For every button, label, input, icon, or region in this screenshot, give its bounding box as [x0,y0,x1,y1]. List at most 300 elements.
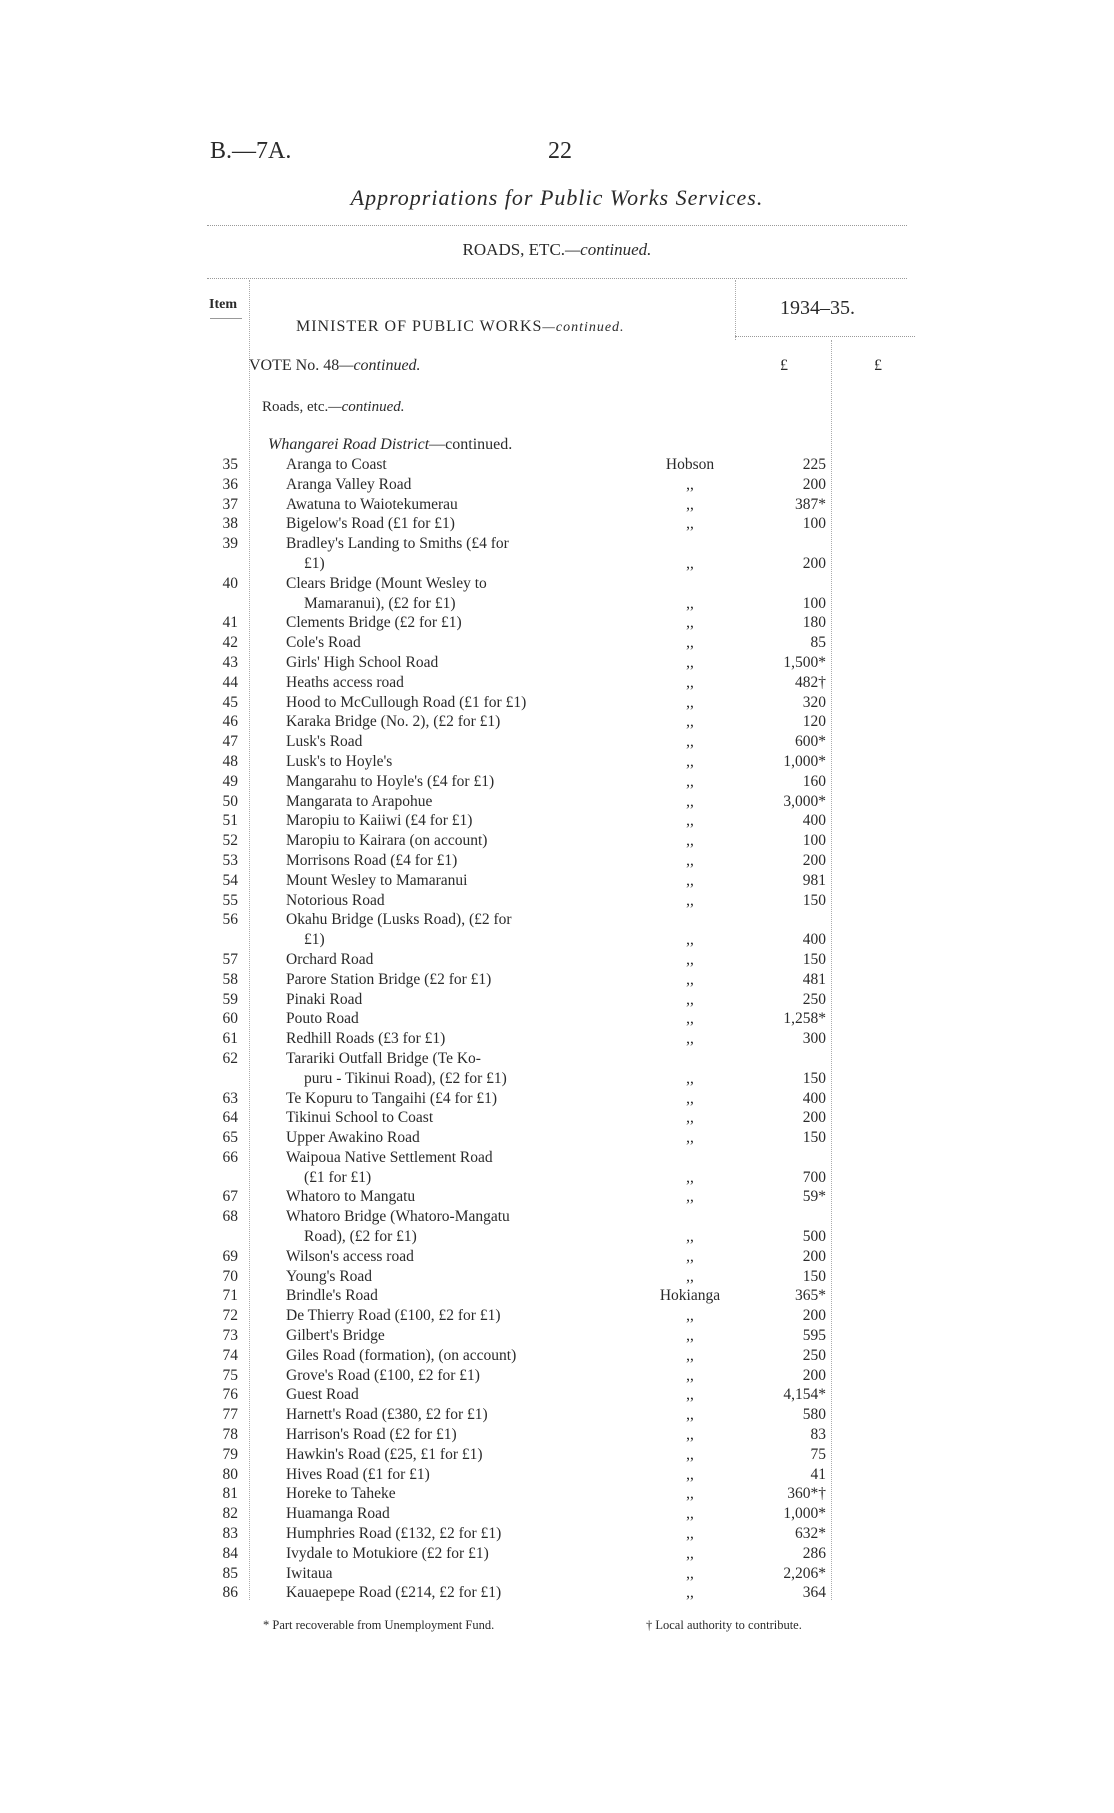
item-description [286,1049,576,1089]
item-number: 67 [222,1188,238,1206]
item-description-line: Awatuna to Waiotekumerau [286,495,458,513]
table-row [0,574,1114,614]
item-description-line: Aranga to Coast [286,456,387,473]
item-description-line: Harrison's Road (£2 for £1) [286,1426,457,1444]
table-row [0,633,1114,653]
item-number: 39 [222,535,238,553]
item-district: ,, [686,1109,694,1127]
item-description-line: Clements Bridge (£2 for £1) [286,614,462,632]
item-description-line: Mangarata to Arapohue [286,792,433,810]
item-description-line: Bradley's Landing to Smiths (£4 for [286,535,509,553]
item-description [286,1029,576,1049]
item-number: 59 [222,990,238,1008]
item-description-line: De Thierry Road (£100, £2 for £1) [286,1307,501,1325]
roads-subheading [262,399,404,416]
table-row [0,732,1114,752]
item-description-line: Hives Road (£1 for £1) [286,1465,430,1483]
item-description-continuation: Mamaranui), (£2 for £1) [304,594,456,612]
district-heading-main: Whangarei Road District [268,436,430,453]
pound-column-header-1: £ [780,357,788,374]
table-row [0,831,1114,851]
table-row [0,514,1114,534]
table-row [0,1583,1114,1603]
table-row [0,752,1114,772]
item-description-line: Cole's Road [286,634,361,652]
table-row [0,891,1114,911]
item-description [286,613,576,633]
item-number: 56 [222,911,238,929]
district-heading [268,436,512,454]
item-description-continuation: £1) [304,931,325,949]
item-number: 50 [222,792,238,810]
table-row [0,1484,1114,1504]
item-description [286,1326,576,1346]
item-description [286,633,576,653]
item-district: ,, [686,653,694,671]
table-row [0,1385,1114,1405]
roads-subheading-suffix: —continued. [328,399,405,415]
item-number: 71 [222,1287,238,1305]
table-row [0,613,1114,633]
item-description [286,1405,576,1425]
item-header-dash [210,318,242,319]
item-number: 78 [222,1426,238,1444]
item-amount: 3,000* [783,792,826,810]
item-description [286,831,576,851]
district-heading-suffix: —continued. [429,436,513,453]
item-description-line: Tikinui School to Coast [286,1109,434,1127]
item-description-line: Pouto Road [286,1010,359,1028]
item-number: 74 [222,1346,238,1364]
item-district: ,, [686,792,694,810]
item-district: ,, [686,990,694,1008]
item-description-line: Te Kopuru to Tangaihi (£4 for £1) [286,1089,498,1107]
item-district: ,, [686,475,694,493]
item-description-continuation: (£1 for £1) [304,1168,372,1186]
item-amount: 180 [802,614,826,632]
vote-heading-suffix: —continued. [339,357,421,374]
vote-heading [249,357,421,375]
item-district: ,, [686,1564,694,1582]
item-district: ,, [686,1426,694,1444]
item-number: 64 [222,1109,238,1127]
item-description [286,1089,576,1109]
pound-column-header-2: £ [874,357,882,374]
title-rule [207,225,907,226]
item-description-continuation: £1) [304,554,325,572]
table-row [0,1009,1114,1029]
item-description-line: Parore Station Bridge (£2 for £1) [286,970,492,988]
item-district: ,, [686,1307,694,1325]
item-amount: 85 [810,634,826,652]
item-amount: 200 [802,1366,826,1384]
item-description-line: Pinaki Road [286,990,363,1008]
item-district: ,, [686,733,694,751]
table-row [0,792,1114,812]
table-row [0,1366,1114,1386]
item-description [286,712,576,732]
item-description-line: Tarariki Outfall Bridge (Te Ko- [286,1049,481,1067]
item-description [286,732,576,752]
item-amount: 4,154* [783,1386,826,1404]
item-description-line: Hood to McCullough Road (£1 for £1) [286,693,527,711]
item-description [286,1465,576,1485]
item-description-line: Aranga Valley Road [286,475,412,493]
item-number: 75 [222,1366,238,1384]
item-description [286,1306,576,1326]
item-number: 76 [222,1386,238,1404]
roads-subheading-main: Roads, etc. [262,399,329,415]
item-amount: 595 [802,1327,826,1345]
item-number: 55 [222,891,238,909]
item-description-line: Bigelow's Road (£1 for £1) [286,515,455,533]
table-row [0,811,1114,831]
item-description-line: Okahu Bridge (Lusks Road), (£2 for [286,911,512,929]
item-district: ,, [686,851,694,869]
item-district: Hobson [665,456,715,473]
table-row [0,1445,1114,1465]
item-description-line: Lusk's Road [286,733,363,751]
item-description-line: Ivydale to Motukiore (£2 for £1) [286,1544,489,1562]
table-row [0,1148,1114,1188]
item-description [286,772,576,792]
item-description-line: Brindle's Road [286,1287,378,1305]
item-description-continuation: puru - Tikinui Road), (£2 for £1) [304,1069,507,1087]
item-number: 77 [222,1406,238,1424]
item-amount: 632* [795,1525,826,1543]
table-row [0,1247,1114,1267]
item-description [286,455,576,475]
item-district: ,, [686,1445,694,1463]
table-row [0,910,1114,950]
item-district: ,, [686,1228,694,1246]
item-description [286,910,576,950]
item-description [286,1247,576,1267]
item-number: 42 [222,634,238,652]
item-amount: 200 [802,1247,826,1265]
item-description-line: Kauaepepe Road (£214, £2 for £1) [286,1584,502,1602]
item-description [286,1346,576,1366]
item-number: 85 [222,1564,238,1582]
item-number: 51 [222,812,238,830]
table-row [0,772,1114,792]
item-number: 68 [222,1208,238,1226]
item-description-line: Mount Wesley to Mamaranui [286,871,468,889]
item-description [286,792,576,812]
item-number: 62 [222,1049,238,1067]
table-row [0,712,1114,732]
table-row [0,495,1114,515]
table-row [0,1564,1114,1584]
item-amount: 100 [802,832,826,850]
item-amount: 1,000* [783,1505,826,1523]
item-amount: 75 [810,1445,826,1463]
table-row [0,1465,1114,1485]
item-description-line: Heaths access road [286,673,404,691]
item-district: ,, [686,693,694,711]
item-number: 41 [222,614,238,632]
item-description [286,653,576,673]
item-description-line: Young's Road [286,1267,373,1285]
item-number: 53 [222,851,238,869]
item-description [286,475,576,495]
item-district: ,, [686,950,694,968]
item-amount: 600* [795,733,826,751]
item-description [286,534,576,574]
item-amount: 360*† [787,1485,826,1503]
item-district: ,, [686,554,694,572]
item-amount: 100 [802,594,826,612]
item-amount: 365* [795,1287,826,1305]
item-amount: 500 [802,1228,826,1246]
item-number: 60 [222,1010,238,1028]
item-number: 79 [222,1445,238,1463]
item-description [286,811,576,831]
item-number: 54 [222,871,238,889]
item-amount: 150 [802,1069,826,1087]
item-district: ,, [686,871,694,889]
item-description [286,1544,576,1564]
item-district: ,, [686,1485,694,1503]
item-description [286,752,576,772]
item-district: ,, [686,1584,694,1602]
item-district: ,, [686,673,694,691]
table-row [0,1524,1114,1544]
item-amount: 364 [802,1584,826,1602]
item-district: ,, [686,1089,694,1107]
item-amount: 100 [802,515,826,533]
item-amount: 250 [802,1346,826,1364]
table-row [0,455,1114,475]
item-description [286,1484,576,1504]
item-description-line: Orchard Road [286,950,374,968]
item-district: ,, [686,931,694,949]
item-amount: 400 [802,931,826,949]
item-description-line: Redhill Roads (£3 for £1) [286,1030,446,1048]
item-number: 57 [222,950,238,968]
item-district: ,, [686,1168,694,1186]
item-description-continuation: Road), (£2 for £1) [304,1228,417,1246]
item-district: ,, [686,495,694,513]
footnote-local-authority: † Local authority to contribute. [646,1618,802,1632]
table-row [0,1089,1114,1109]
item-district: ,, [686,614,694,632]
item-description [286,574,576,614]
item-district: Hokianga [659,1287,721,1305]
item-amount: 580 [802,1406,826,1424]
item-amount: 1,000* [783,752,826,770]
item-amount: 250 [802,990,826,1008]
item-amount: 150 [802,891,826,909]
item-description-line: Waipoua Native Settlement Road [286,1148,493,1166]
item-amount: 1,500* [783,653,826,671]
minister-heading [296,318,625,336]
item-number: 83 [222,1525,238,1543]
section-heading [0,240,1114,260]
item-description [286,1286,576,1306]
item-number: 65 [222,1129,238,1147]
table-row [0,653,1114,673]
item-amount: 400 [802,1089,826,1107]
item-amount: 400 [802,812,826,830]
item-description [286,1445,576,1465]
item-district: ,, [686,1129,694,1147]
item-description-line: Maropiu to Kaiiwi (£4 for £1) [286,812,473,830]
item-amount: 481 [802,970,826,988]
column-divider-year [735,280,736,340]
item-description-line: Humphries Road (£132, £2 for £1) [286,1525,502,1543]
item-number: 66 [222,1148,238,1166]
item-number: 48 [222,752,238,770]
table-row [0,1425,1114,1445]
item-description [286,990,576,1010]
section-heading-main: ROADS, ETC. [462,240,566,259]
item-number: 73 [222,1327,238,1345]
item-column-header: Item [209,297,237,312]
item-number: 69 [222,1247,238,1265]
item-number: 63 [222,1089,238,1107]
item-description [286,970,576,990]
page-title: Appropriations for Public Works Services. [350,185,764,210]
item-district: ,, [686,634,694,652]
table-row [0,1207,1114,1247]
vote-heading-main: VOTE No. 48 [249,357,340,374]
item-district: ,, [686,1505,694,1523]
item-description [286,1564,576,1584]
item-number: 82 [222,1505,238,1523]
table-row [0,1049,1114,1089]
item-description-line: Morrisons Road (£4 for £1) [286,851,458,869]
item-description [286,514,576,534]
item-district: ,, [686,1247,694,1265]
table-row [0,673,1114,693]
item-amount: 150 [802,950,826,968]
item-district: ,, [686,594,694,612]
item-district: ,, [686,1406,694,1424]
item-description [286,1009,576,1029]
item-district: ,, [686,970,694,988]
item-district: ,, [686,832,694,850]
item-description [286,1385,576,1405]
item-district: ,, [686,1386,694,1404]
item-description-line: Lusk's to Hoyle's [286,752,393,770]
item-number: 80 [222,1465,238,1483]
item-amount: 160 [802,772,826,790]
year-rule [735,336,915,337]
item-description [286,1366,576,1386]
item-number: 38 [222,515,238,533]
item-amount: 1,258* [783,1010,826,1028]
item-district: ,, [686,713,694,731]
item-description-line: Girls' High School Road [286,653,439,671]
table-row [0,970,1114,990]
item-description-line: Horeke to Taheke [286,1485,396,1503]
item-description [286,851,576,871]
item-number: 46 [222,713,238,731]
item-amount: 200 [802,851,826,869]
item-amount: 225 [802,456,826,473]
item-description-line: Iwitaua [286,1564,333,1582]
item-description-line: Hawkin's Road (£25, £1 for £1) [286,1445,483,1463]
table-row [0,851,1114,871]
item-number: 37 [222,495,238,513]
item-number: 47 [222,733,238,751]
item-description [286,1148,576,1188]
item-amount: 200 [802,475,826,493]
item-amount: 120 [802,713,826,731]
item-description [286,673,576,693]
table-row [0,1108,1114,1128]
item-description-line: Giles Road (formation), (on account) [286,1346,517,1364]
table-row [0,1267,1114,1287]
table-row [0,1286,1114,1306]
item-number: 40 [222,574,238,592]
item-description-line: Wilson's access road [286,1247,414,1265]
item-number: 43 [222,653,238,671]
item-amount: 41 [810,1465,826,1483]
item-district: ,, [686,1525,694,1543]
table-row [0,1504,1114,1524]
table-row [0,1187,1114,1207]
item-district: ,, [686,1327,694,1345]
item-description-line: Harnett's Road (£380, £2 for £1) [286,1406,488,1424]
item-amount: 482† [795,673,826,691]
item-description [286,1267,576,1287]
item-description-line: Grove's Road (£100, £2 for £1) [286,1366,480,1384]
item-number: 72 [222,1307,238,1325]
item-amount: 83 [810,1426,826,1444]
item-number: 45 [222,693,238,711]
item-number: 52 [222,832,238,850]
item-number: 81 [222,1485,238,1503]
table-row [0,1405,1114,1425]
item-district: ,, [686,772,694,790]
item-description-line: Clears Bridge (Mount Wesley to [286,574,487,592]
document-reference: B.—7A. [210,138,292,164]
item-number: 36 [222,475,238,493]
item-amount: 200 [802,554,826,572]
item-district: ,, [686,752,694,770]
item-amount: 300 [802,1030,826,1048]
table-row [0,1029,1114,1049]
item-description-line: Upper Awakino Road [286,1129,420,1147]
table-row [0,950,1114,970]
item-description-line: Whatoro Bridge (Whatoro-Mangatu [286,1208,510,1226]
table-row [0,1326,1114,1346]
item-amount: 150 [802,1129,826,1147]
item-amount: 200 [802,1307,826,1325]
item-description [286,1583,576,1603]
item-amount: 2,206* [783,1564,826,1582]
year-header: 1934–35. [780,297,855,319]
table-row [0,871,1114,891]
item-amount: 700 [802,1168,826,1186]
item-description-line: Mangarahu to Hoyle's (£4 for £1) [286,772,495,790]
item-amount: 200 [802,1109,826,1127]
item-amount: 981 [802,871,826,889]
item-description-line: Karaka Bridge (No. 2), (£2 for £1) [286,713,501,731]
item-description [286,1524,576,1544]
table-row [0,1346,1114,1366]
table-row [0,1128,1114,1148]
item-district: ,, [686,1069,694,1087]
footnote-unemployment: * Part recoverable from Unemployment Fund. [263,1618,495,1632]
item-description [286,1108,576,1128]
item-district: ,, [686,1267,694,1285]
item-description [286,871,576,891]
minister-heading-suffix: —continued. [542,320,625,335]
item-description [286,1504,576,1524]
